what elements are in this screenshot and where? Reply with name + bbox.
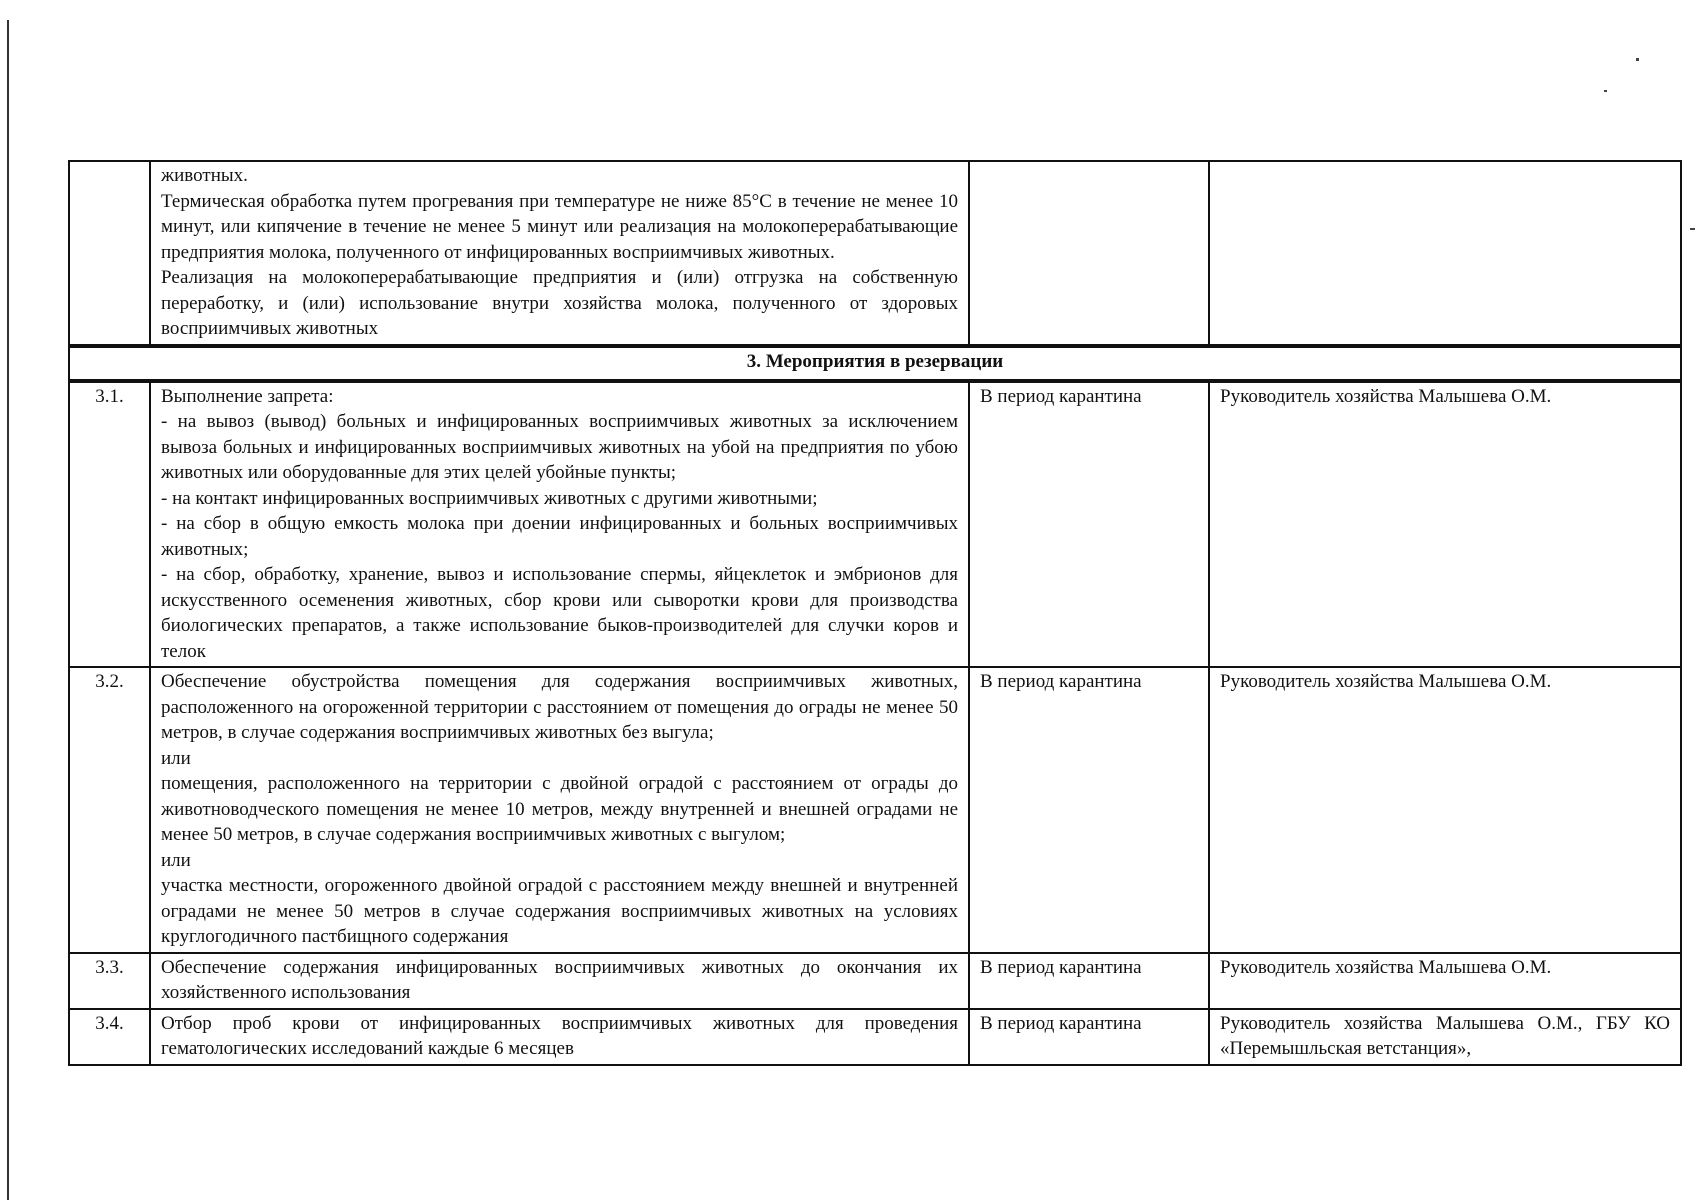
row-number: 3.4. [69,1009,150,1065]
term-cell: В период карантина [969,381,1209,668]
measure-cell [150,953,969,1009]
measure-line: или [161,849,191,871]
row-number: 3.2. [69,667,150,953]
term-cell: В период карантина [969,953,1209,1009]
measure-line: Обеспечение содержания инфицированных восприимчивых животных до окончания их хозяйственного использования [161,956,958,1003]
responsible-cell [1209,161,1681,346]
term-cell: В период карантина [969,667,1209,953]
measure-line: - на сбор, обработку, хранение, вывоз и использование спермы, яйцеклеток и эмбрионов для искусственного осеменения животных, сбор крови или сыворотки крови для производства биологических препаратов, а также использование быков-производителей для случки коров и телок [161,564,958,662]
measure-line: помещения, расположенного на территории с двойной оградой с расстоянием от ограды до животноводческого помещения не менее 10 метров, между внутренней и внешней оградами не менее 50 метров, в случае содержания восприимчивых животных с выгулом; [161,773,958,845]
num-cell [69,161,150,346]
responsible-cell: Руководитель хозяйства Малышева О.М. [1209,381,1681,668]
responsible-cell: Руководитель хозяйства Малышева О.М. [1209,953,1681,1009]
plan-table [68,160,1682,1066]
table-row [69,1009,1681,1065]
row-number: 3.3. [69,953,150,1009]
scan-speck [1604,90,1607,92]
scan-speck [1636,58,1639,61]
measure-line: Термическая обработка путем прогревания при температуре не ниже 85°С в течение не менее 10 минут, или кипячение в течение не менее 5 минут или реализация на молокоперерабатывающие предприятия молока, полученного от инфицированных восприимчивых животных. [161,190,958,263]
measure-line: Обеспечение обустройства помещения для содержания восприимчивых животных, расположенного на огороженной территории с расстоянием от помещения до ограды не менее 50 метров, в случае содержания восприимчивых животных без выгула; [161,671,958,743]
table-row [69,667,1681,953]
measure-line: - на контакт инфицированных восприимчивых животных с другими животными; [161,487,818,509]
section-title: 3. Мероприятия в резервации [69,346,1681,381]
continuation-row [69,161,1681,346]
term-cell: В период карантина [969,1009,1209,1065]
responsible-cell: Руководитель хозяйства Малышева О.М. [1209,667,1681,953]
responsible-cell: Руководитель хозяйства Малышева О.М., ГБУ КО «Перемышльская ветстанция», [1209,1009,1681,1065]
measure-line: или [161,747,191,769]
measure-cell [150,381,969,668]
measure-line: Реализация на молокоперерабатывающие предприятия и (или) отгрузка на собственную переработку, и (или) использование внутри хозяйства молока, полученного от здоровых восприимчивых животных [161,267,958,339]
measure-line: участка местности, огороженного двойной оградой с расстоянием между внешней и внутренней оградами не менее 50 метров в случае содержания восприимчивых животных на условиях круглогодичного пастбищного содержания [161,875,958,947]
scan-speck [1690,228,1695,230]
page-edge-line [7,20,9,1200]
measure-line: Выполнение запрета: [161,385,334,407]
measure-cell [150,667,969,953]
measure-line: животных. [161,165,248,186]
measure-line: Отбор проб крови от инфицированных восприимчивых животных для проведения гематологических исследований каждые 6 месяцев [161,1012,958,1059]
table-row [69,953,1681,1009]
section-row [69,346,1681,381]
row-number: 3.1. [69,381,150,668]
term-cell [969,161,1209,346]
measure-cell [150,1009,969,1065]
table-row [69,381,1681,668]
continuation-measure-cell [150,161,969,346]
measure-line: - на сбор в общую емкость молока при доении инфицированных и больных восприимчивых животных; [161,513,958,560]
measure-line: - на вывоз (вывод) больных и инфицированных восприимчивых животных за исключением вывоза больных и инфицированных восприимчивых животных на убой на предприятия по убою животных или оборудованные для этих целей убойные пункты; [161,411,958,483]
